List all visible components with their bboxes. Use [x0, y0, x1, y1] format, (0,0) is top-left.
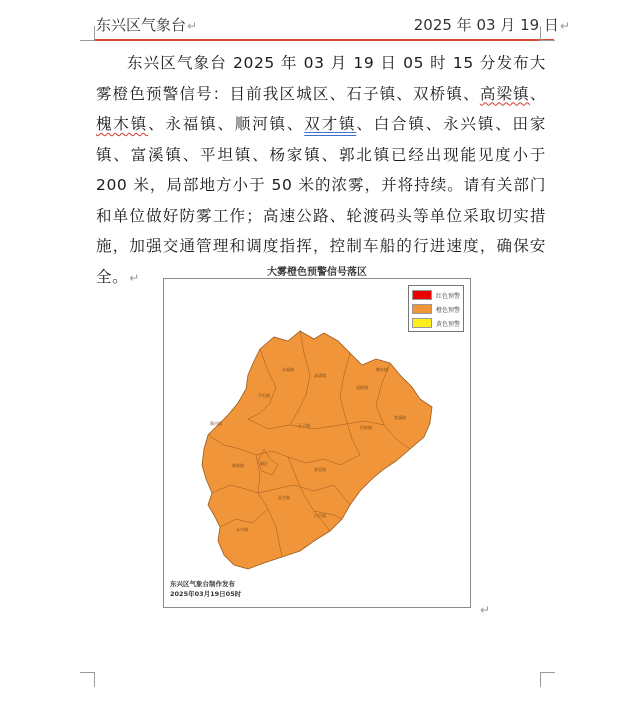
- paragraph-mark-icon: ↵: [480, 603, 491, 617]
- paragraph-mark-icon: ↵: [187, 19, 198, 33]
- warning-map-image[interactable]: [163, 278, 471, 608]
- region-label-shunhe: 顺河镇: [210, 421, 222, 426]
- notice-separator: 、: [529, 84, 546, 103]
- region-label-guobei: 郭北镇: [314, 467, 326, 472]
- region-label-tianjia: 田家镇: [360, 425, 372, 430]
- region-label-huaimu: 槐木镇: [376, 367, 388, 372]
- warning-notice-paragraph[interactable]: [96, 48, 546, 293]
- legend-label-orange: 橙色预警: [435, 306, 460, 314]
- map-title: 大雾橙色预警信号落区: [267, 267, 367, 278]
- map-issuer-name: 东兴区气象台制作发布: [170, 580, 235, 588]
- crop-mark-bottom-left: [80, 672, 95, 687]
- map-issue-time: 2025年03月19日05时: [170, 590, 242, 598]
- town-huaimu: 槐木镇: [96, 115, 149, 133]
- town-shuangcai: 双才镇: [304, 115, 357, 133]
- map-legend: [408, 285, 464, 332]
- legend-item-red: [412, 288, 460, 302]
- legend-item-yellow: [412, 316, 460, 330]
- legend-swatch-orange: [412, 304, 432, 314]
- notice-text-part1: 东兴区气象台 2025 年 03 月 19 日 05 时 15 分发布大雾橙色预警信号：目前我区城区、石子镇、双桥镇、: [96, 54, 546, 103]
- notice-text-part2: 、永福镇、顺河镇、: [148, 115, 305, 133]
- legend-label-red: 红色预警: [435, 292, 460, 300]
- region-label-baihe: 白合镇: [314, 513, 326, 518]
- region-label-yongxing: 永兴镇: [236, 527, 248, 532]
- header-red-rule: [94, 39, 554, 41]
- crop-mark-top-left: [80, 26, 95, 41]
- region-label-pingtan: 平坦镇: [258, 393, 270, 398]
- town-gaoliang: 高梁镇: [479, 84, 530, 103]
- header-date-text: 2025 年 03 月 19 日: [413, 16, 559, 34]
- header-title: [96, 14, 197, 35]
- paragraph-mark-icon: ↵: [129, 270, 140, 285]
- legend-swatch-yellow: [412, 318, 432, 328]
- legend-item-orange: [412, 302, 460, 316]
- legend-swatch-red: [412, 290, 432, 300]
- crop-mark-top-right: [540, 26, 555, 41]
- region-label-shuangcai: 双才镇: [278, 495, 290, 500]
- notice-text-part3: 、白合镇、永兴镇、田家镇、富溪镇、平坦镇、杨家镇、郭北镇已经出现能见度小于 200 米，局部地方小于 50 米的浓雾，并将持续。请有关部门和单位做好防雾工作；高速公路、轮渡码头等单位采取切实措施，加强交通管理和调度指挥，控制车船的行进速度，确保安全。: [96, 115, 547, 286]
- map-issuer: [170, 579, 241, 599]
- header-title-text: 东兴区气象台: [96, 16, 187, 34]
- region-label-fuxi: 富溪镇: [394, 415, 406, 420]
- region-label-shuangqiao: 双桥镇: [356, 385, 368, 390]
- district-outline: [202, 331, 432, 569]
- crop-mark-bottom-right: [540, 672, 555, 687]
- region-label-yongfu: 永福镇: [282, 367, 294, 372]
- region-label-city: 城区: [260, 461, 268, 466]
- region-label-yangjia: 杨家镇: [232, 463, 244, 468]
- region-label-shizi: 石子镇: [298, 423, 310, 428]
- paragraph-mark-icon: ↵: [559, 19, 570, 33]
- region-label-gaoliang: 高梁镇: [314, 373, 326, 378]
- legend-label-yellow: 黄色预警: [435, 320, 460, 328]
